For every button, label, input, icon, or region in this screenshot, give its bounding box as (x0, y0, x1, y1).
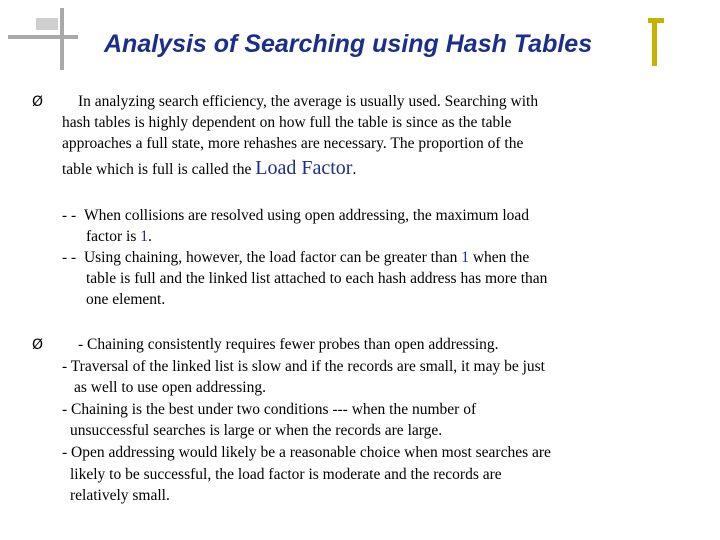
para1-line4-period: . (352, 161, 357, 178)
para2-line2: - Traversal of the linked list is slow and if the records are small, it may be just (62, 358, 545, 375)
bullet-arrow-icon: Ø (32, 337, 44, 353)
sub2-line1-text: Using chaining, however, the load factor can be greater than (83, 249, 462, 266)
decorative-bar-horizontal-right (648, 18, 664, 23)
para2-line5: unsuccessful searches is large or when the records are large. (70, 422, 443, 439)
para1-line4 (62, 158, 356, 180)
sub1-line2 (86, 227, 152, 247)
sub1-line1 (62, 206, 529, 226)
para2-line1: - Chaining consistently requires fewer probes than open addressing. (78, 336, 499, 353)
bullet-arrow-icon: Ø (32, 94, 44, 110)
sub2-line2: table is full and the linked list attached to each hash address has more than (86, 270, 548, 287)
sub2-line3: one element. (86, 291, 166, 308)
para1-line3: approaches a full state, more rehashes are necessary. The proportion of the (62, 135, 524, 152)
decorative-bar-vertical-right (652, 18, 657, 66)
para1-line2: hash tables is highly dependent on how full the table is since as the table (62, 114, 512, 131)
decorative-block-left (36, 18, 58, 30)
slide-title: Analysis of Searching using Hash Tables (104, 30, 593, 58)
para1-line1: In analyzing search efficiency, the average is usually used. Searching with (78, 93, 539, 110)
decorative-bar-vertical-left (60, 8, 64, 70)
sub1-dash: - - (62, 207, 77, 224)
sub2-line1 (62, 248, 529, 268)
para2-line4: - Chaining is the best under two conditions --- when the number of (62, 401, 477, 418)
sub1-line2-text: factor is (86, 228, 141, 245)
para1-line4-text: table which is full is called the (62, 161, 256, 178)
load-factor-term: Load Factor (255, 157, 353, 179)
sub1-line1-text: When collisions are resolved using open addressing, the maximum load (83, 207, 530, 224)
sub2-value-one: 1 (461, 249, 469, 266)
sub1-line2-period: . (147, 228, 152, 245)
decorative-bar-horizontal-left (8, 35, 78, 39)
para2-line3: as well to use open addressing. (74, 379, 266, 396)
para2-line7: likely to be successful, the load factor is moderate and the records are (70, 466, 502, 483)
sub1-value-one: 1 (140, 228, 148, 245)
para2-line8: relatively small. (70, 487, 170, 504)
sub2-dash: - - (62, 249, 77, 266)
sub2-line1-suffix: when the (468, 249, 530, 266)
para2-line6: - Open addressing would likely be a reasonable choice when most searches are (62, 444, 551, 461)
